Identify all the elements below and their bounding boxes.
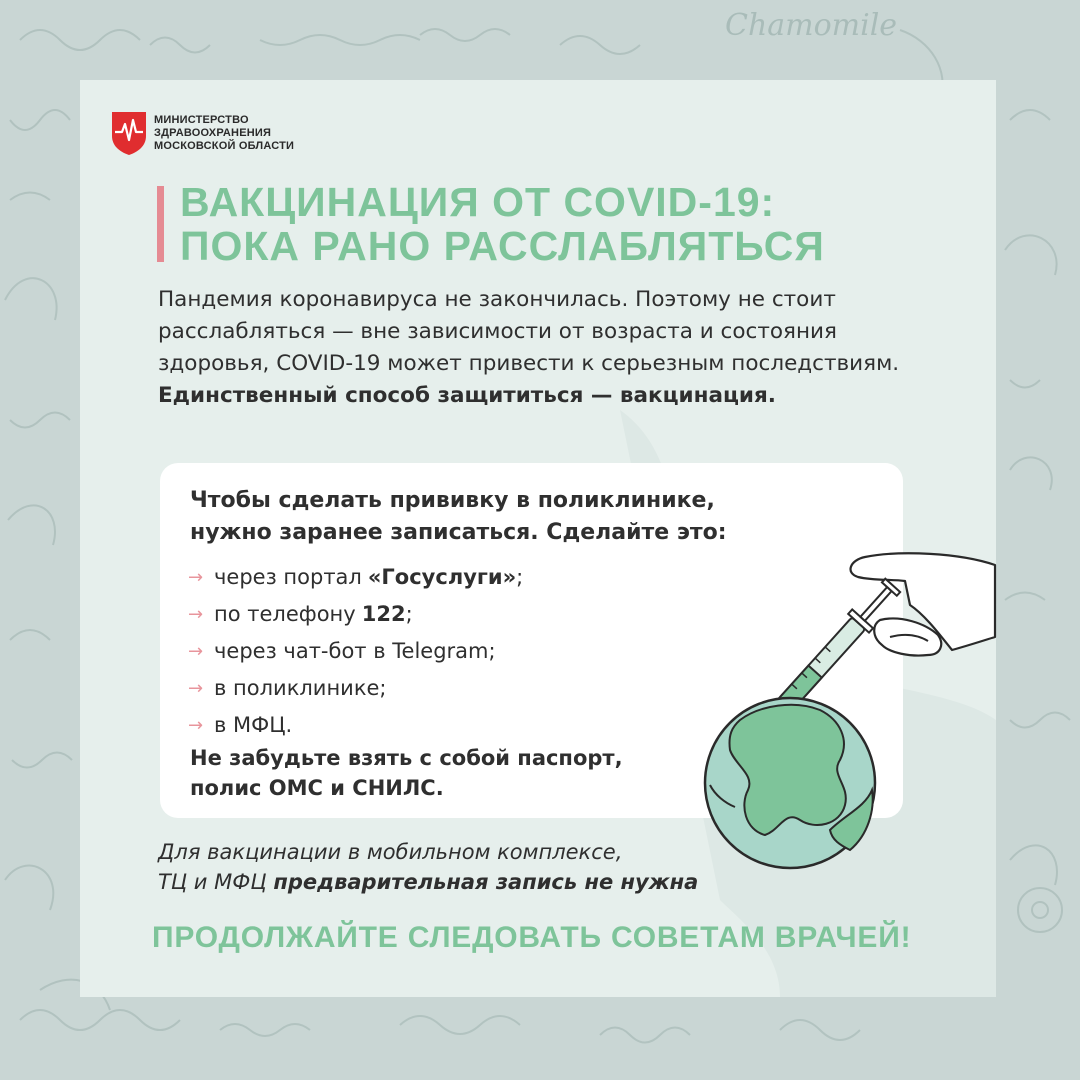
list-item [188,559,523,596]
ministry-name-line3: МОСКОВСКОЙ ОБЛАСТИ [154,139,295,152]
instructions-heading [190,485,727,549]
list-item-bold: 122 [361,602,406,626]
instructions-heading-line2: нужно заранее записаться. Сделайте это: [190,520,727,545]
note-line2 [158,867,698,897]
note-line1: Для вакцинации в мобильном комплексе, [158,840,623,864]
page-title [180,180,825,268]
documents-reminder [190,743,623,803]
reminder-line1: Не забудьте взять с собой паспорт, [190,746,623,770]
list-item-text: в МФЦ. [214,713,293,737]
list-item-text: по телефону [214,602,356,626]
list-item [188,670,523,707]
ministry-name-line2: ЗДРАВООХРАНЕНИЯ [154,126,272,139]
arrow-right-icon: → [188,678,204,699]
intro-paragraph [158,284,918,412]
ministry-logo [110,110,294,156]
title-accent-bar [157,186,164,262]
list-item-bold: «Госуслуги» [367,565,517,589]
list-item-suffix: ; [516,565,524,589]
signup-methods-list [188,559,523,744]
heartbeat-shield-icon [110,110,148,156]
list-item-suffix: ; [405,602,413,626]
note-line2-bold: предварительная запись не нужна [273,870,699,894]
intro-bold-text: Единственный способ защититься — вакцинация. [158,383,776,408]
footer-slogan: ПРОДОЛЖАЙТЕ СЛЕДОВАТЬ СОВЕТАМ ВРАЧЕЙ! [152,921,912,954]
instructions-heading-line1: Чтобы сделать прививку в поликлинике, [190,488,715,513]
vaccine-globe-illustration [700,545,1000,875]
arrow-right-icon: → [188,604,204,625]
arrow-right-icon: → [188,641,204,662]
list-item-text: через портал [214,565,362,589]
note-line2-plain: ТЦ и МФЦ [158,870,267,894]
mobile-vaccination-note [158,837,698,897]
list-item [188,633,523,670]
arrow-right-icon: → [188,715,204,736]
list-item [188,707,523,744]
title-line2: ПОКА РАНО РАССЛАБЛЯТЬСЯ [180,223,825,269]
arrow-right-icon: → [188,567,204,588]
reminder-line2: полис ОМС и СНИЛС. [190,776,444,800]
intro-text: Пандемия коронавируса не закончилась. Поэтому не стоит расслабляться — вне зависимости от возраста и состояния здоровья, COVID-19 может привести к серьезным последствиям. [158,287,900,376]
list-item-text: через чат-бот в Telegram; [214,639,496,663]
ministry-name-line1: МИНИСТЕРСТВО [154,113,249,126]
list-item-text: в поликлинике; [214,676,387,700]
list-item [188,596,523,633]
ministry-name [154,114,294,153]
svg-text:Chamomile: Chamomile [725,8,898,43]
title-line1: ВАКЦИНАЦИЯ ОТ COVID-19: [180,179,776,225]
